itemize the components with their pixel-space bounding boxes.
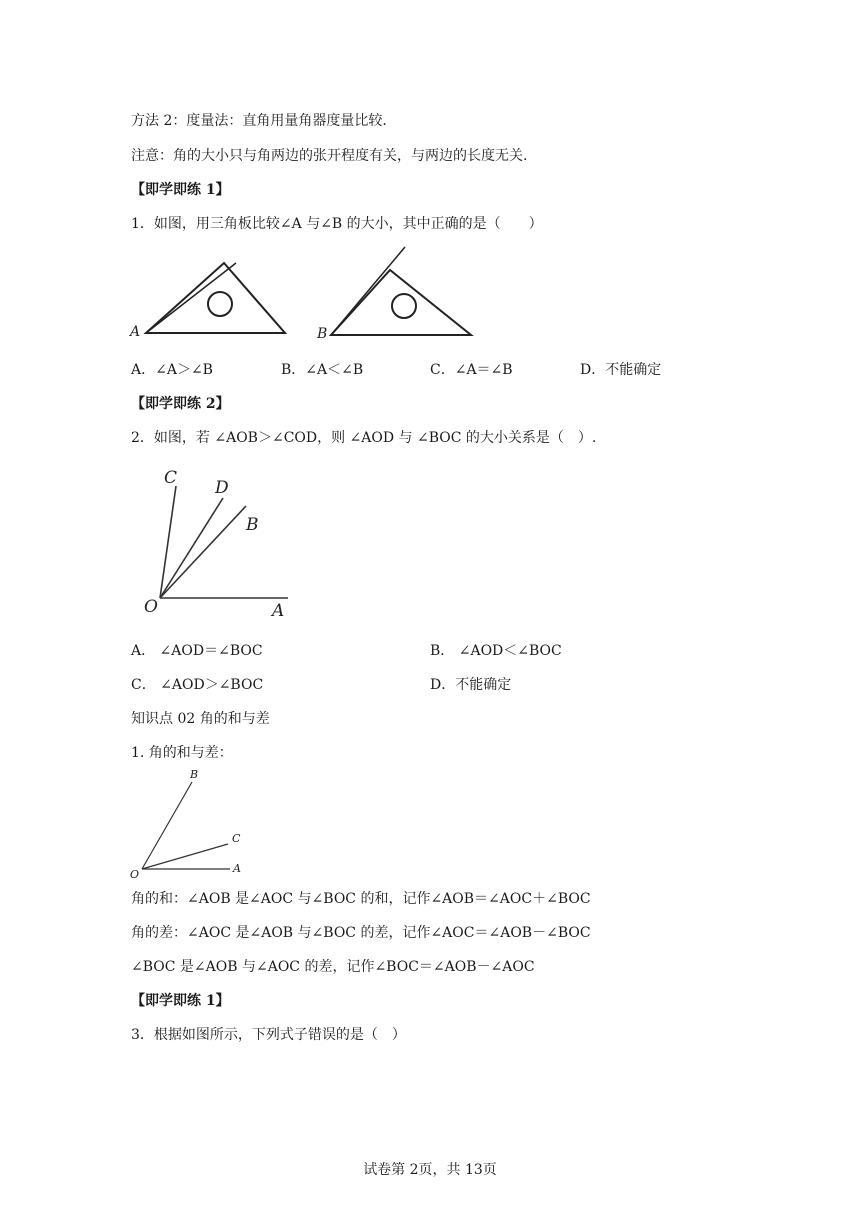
angle-b-side [331,247,405,335]
triangle-ruler-b [331,270,471,335]
ray-od [160,498,223,598]
question-1: 1．如图，用三角板比较∠A 与∠B 的大小，其中正确的是（ ） [131,216,543,232]
method-2-text: 方法 2：度量法：直角用量角器度量比较. [131,113,387,129]
q2-option-d: D．不能确定 [430,677,512,693]
question-2: 2．如图，若 ∠AOB＞∠COD，则 ∠AOD 与 ∠BOC 的大小关系是（ ）. [131,430,597,446]
angle-a-side [146,263,236,333]
note-text: 注意：角的大小只与角两边的张开程度有关，与两边的长度无关. [131,148,528,164]
page-footer: 试卷第 2页，共 13页 [363,1162,497,1178]
label-b: B [246,515,259,535]
label-angle-b: B [317,326,328,342]
q1-option-b: B．∠A＜∠B [281,362,364,378]
label-a-3: A [233,862,241,875]
question-3: 3．根据如图所示，下列式子错误的是（ ） [131,1027,406,1043]
label-a: A [272,601,285,621]
ray-ob-3 [142,782,192,869]
practice-heading-3: 【即学即练 1】 [131,993,230,1009]
ruler-hole-b [392,294,416,318]
label-o: O [144,597,158,617]
label-b-3: B [190,768,199,781]
q2-option-c: C． ∠AOD＞∠BOC [131,677,264,693]
q1-option-d: D．不能确定 [580,362,662,378]
angle-difference-definition-1: 角的差：∠AOC 是∠AOB 与∠BOC 的差，记作∠AOC＝∠AOB－∠BOC [131,925,591,941]
knowledge-point-02: 知识点 02 角的和与差 [131,711,270,727]
triangle-ruler-a [146,263,285,333]
label-d: D [215,478,229,498]
q2-option-b: B． ∠AOD＜∠BOC [430,643,562,659]
q1-option-a: A．∠A＞∠B [131,362,213,378]
ray-ob [160,506,246,598]
practice-heading-2: 【即学即练 2】 [131,396,230,412]
label-c-3: C [232,832,241,845]
q2-option-a: A． ∠AOD＝∠BOC [131,643,263,659]
figure-rays-aod-boc [140,462,310,622]
ruler-hole-a [208,292,232,316]
label-angle-a: A [130,324,141,340]
kp02-item-1: 1. 角的和与差： [131,745,233,761]
angle-difference-definition-2: ∠BOC 是∠AOB 与∠AOC 的差，记作∠BOC＝∠AOB－∠AOC [131,959,535,975]
ray-oc [160,486,176,598]
angle-sum-definition: 角的和：∠AOB 是∠AOC 与∠BOC 的和，记作∠AOB＝∠AOC＋∠BOC [131,891,591,907]
label-o-3: O [130,868,140,881]
practice-heading-1: 【即学即练 1】 [131,182,230,198]
figure-triangle-rulers [128,245,478,345]
label-c: C [164,468,178,488]
q1-option-c: C．∠A＝∠B [430,362,513,378]
figure-angle-sum-diff [128,765,258,880]
